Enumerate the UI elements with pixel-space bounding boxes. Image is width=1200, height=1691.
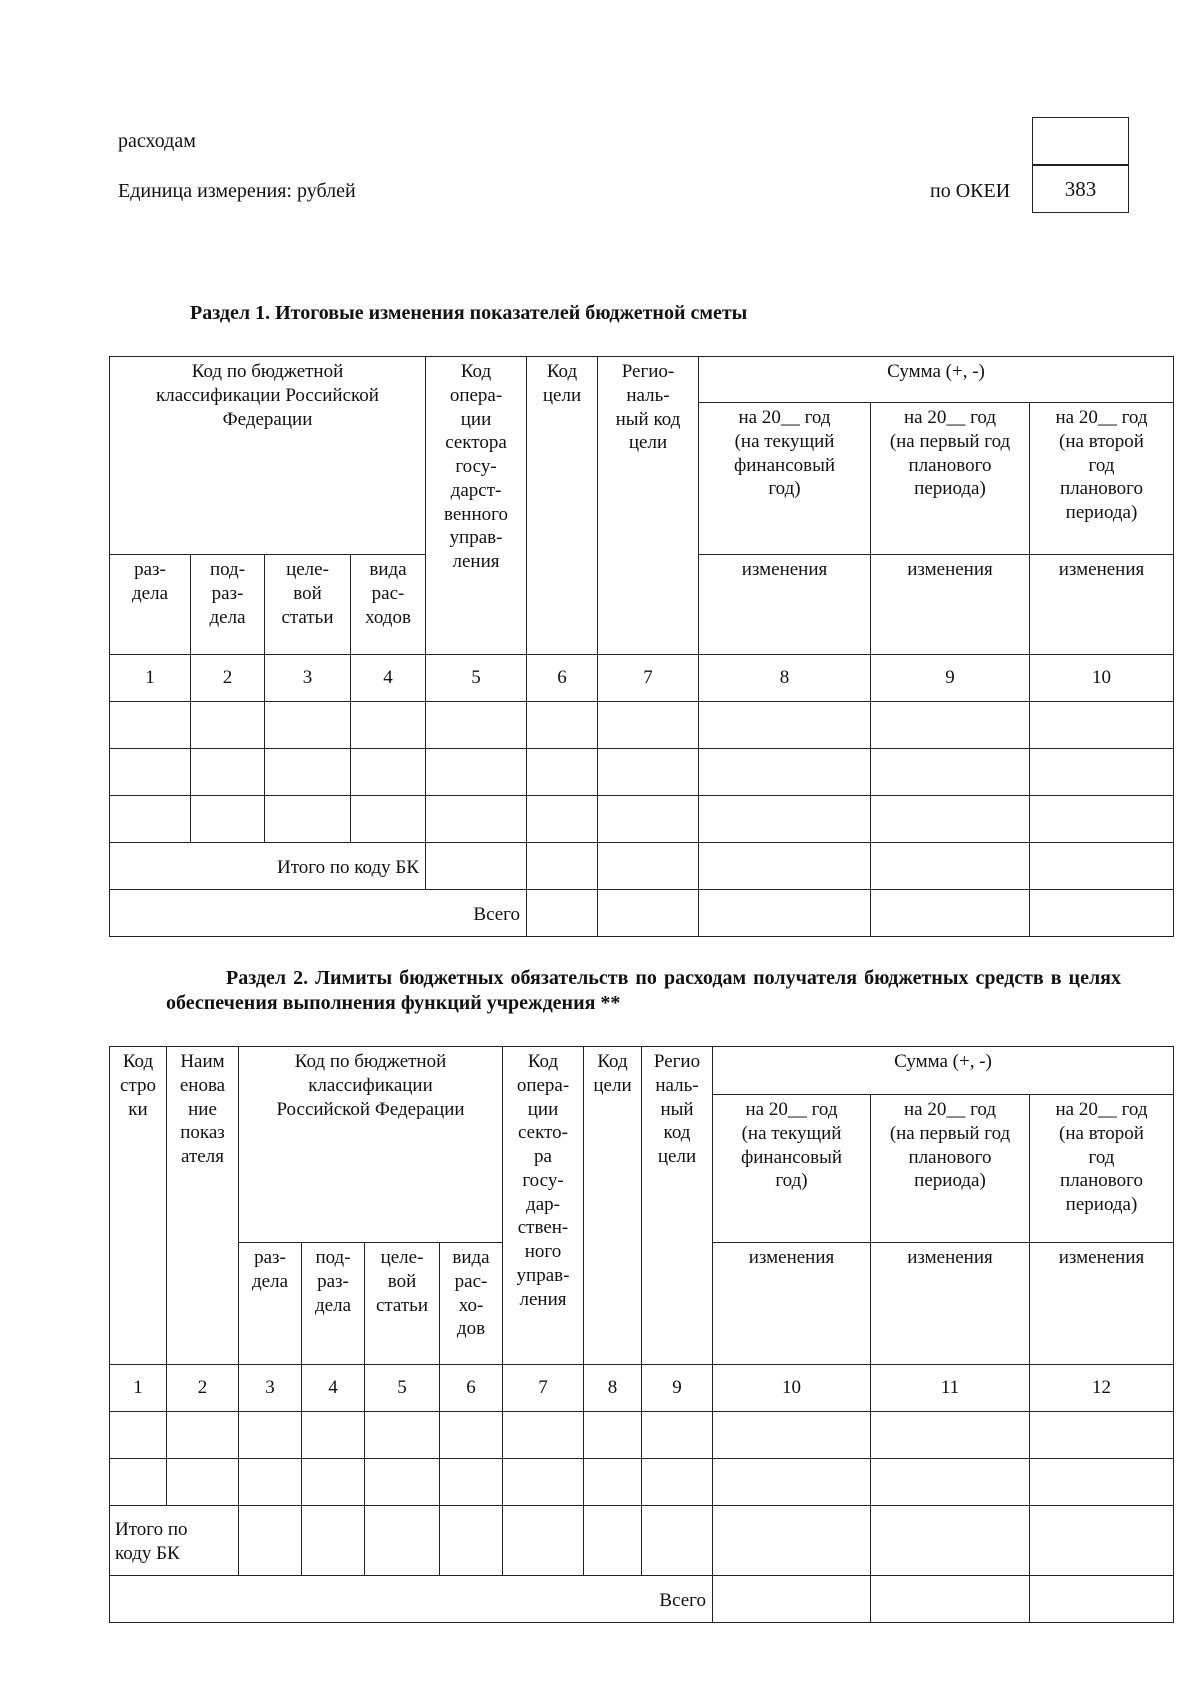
table-cell[interactable] xyxy=(699,702,871,749)
s2-total-bk-row xyxy=(110,1506,1174,1576)
table-row xyxy=(110,749,1174,796)
s2-head-regional: Регио наль- ный код цели xyxy=(642,1047,713,1365)
col-number: 1 xyxy=(110,655,191,702)
table-cell[interactable] xyxy=(699,796,871,843)
table-cell[interactable] xyxy=(110,796,191,843)
table-cell[interactable] xyxy=(365,1459,440,1506)
table-row xyxy=(110,1459,1174,1506)
s1-total-bk-row xyxy=(110,843,1174,890)
s1-head-change-1: изменения xyxy=(699,555,871,655)
col-number: 1 xyxy=(110,1365,167,1412)
col-number: 9 xyxy=(871,655,1030,702)
s2-head-kosgu: Код опера- ции секто- ра госу- дар- ствен- ного управ- ления xyxy=(503,1047,584,1365)
col-number: 9 xyxy=(642,1365,713,1412)
s2-head-goal: Код цели xyxy=(584,1047,642,1365)
table-cell[interactable] xyxy=(302,1506,365,1576)
s2-head-year3: на 20__ год (на второй год планового периода) xyxy=(1030,1095,1174,1243)
table-cell[interactable] xyxy=(1030,843,1174,890)
table-cell[interactable] xyxy=(365,1412,440,1459)
table-cell[interactable] xyxy=(598,749,699,796)
s2-head-change-1: изменения xyxy=(713,1243,871,1365)
table-cell[interactable] xyxy=(503,1459,584,1506)
table-cell[interactable] xyxy=(265,749,351,796)
section1-title: Раздел 1. Итоговые изменения показателей бюджетной сметы xyxy=(190,302,748,324)
table-cell[interactable] xyxy=(426,796,527,843)
col-number: 11 xyxy=(871,1365,1030,1412)
table-row xyxy=(110,796,1174,843)
s2-head-year2: на 20__ год (на первый год планового периода) xyxy=(871,1095,1030,1243)
table-cell[interactable] xyxy=(110,749,191,796)
s2-head-razdel: раз- дела xyxy=(239,1243,302,1365)
table-cell[interactable] xyxy=(871,1576,1030,1623)
s2-head-row-code: Код стро ки xyxy=(110,1047,167,1365)
s1-head-year1: на 20__ год (на текущий финансовый год) xyxy=(699,403,871,555)
table-cell[interactable] xyxy=(239,1412,302,1459)
col-number: 2 xyxy=(191,655,265,702)
table-cell[interactable] xyxy=(191,749,265,796)
unit-of-measure: Единица измерения: рублей xyxy=(118,180,356,202)
table-cell[interactable] xyxy=(191,702,265,749)
s1-head-stat: целе- вой статьи xyxy=(265,555,351,655)
table-cell[interactable] xyxy=(584,1412,642,1459)
table-cell[interactable] xyxy=(598,796,699,843)
table-cell[interactable] xyxy=(527,702,598,749)
table-cell[interactable] xyxy=(584,1459,642,1506)
s1-head-razdel: раз- дела xyxy=(110,555,191,655)
col-number: 8 xyxy=(584,1365,642,1412)
table-cell[interactable] xyxy=(265,702,351,749)
table-cell[interactable] xyxy=(1030,1576,1174,1623)
table-cell[interactable] xyxy=(584,1506,642,1576)
table-cell[interactable] xyxy=(699,843,871,890)
okei-label: по ОКЕИ xyxy=(930,180,1011,202)
table-cell[interactable] xyxy=(503,1412,584,1459)
table-cell[interactable] xyxy=(642,1459,713,1506)
table-cell[interactable] xyxy=(1030,702,1174,749)
table-cell[interactable] xyxy=(871,1506,1030,1576)
s1-head-vid: вида рас- ходов xyxy=(351,555,426,655)
s1-total-bk-label: Итого по коду БК xyxy=(110,843,426,890)
table-cell[interactable] xyxy=(351,796,426,843)
s2-head-vid: вида рас- хо- дов xyxy=(440,1243,503,1365)
table-cell[interactable] xyxy=(351,702,426,749)
table-cell[interactable] xyxy=(1030,1412,1174,1459)
table-cell[interactable] xyxy=(110,702,191,749)
col-number: 10 xyxy=(1030,655,1174,702)
table-cell[interactable] xyxy=(265,796,351,843)
col-number: 8 xyxy=(699,655,871,702)
table-cell[interactable] xyxy=(440,1459,503,1506)
table-cell[interactable] xyxy=(713,1459,871,1506)
table-cell[interactable] xyxy=(642,1412,713,1459)
table-cell[interactable] xyxy=(871,1459,1030,1506)
s2-total-row xyxy=(110,1576,1174,1623)
col-number: 12 xyxy=(1030,1365,1174,1412)
table-cell[interactable] xyxy=(713,1506,871,1576)
table-cell[interactable] xyxy=(351,749,426,796)
s1-total-row xyxy=(110,890,1174,937)
table-cell[interactable] xyxy=(871,843,1030,890)
col-number: 4 xyxy=(351,655,426,702)
table-cell[interactable] xyxy=(440,1412,503,1459)
s1-head-change-2: изменения xyxy=(871,555,1030,655)
s1-head-kosgu: Код опера- ции сектора госу- дарст- венного управ- ления xyxy=(426,357,527,655)
table-cell[interactable] xyxy=(426,702,527,749)
col-number: 6 xyxy=(527,655,598,702)
table-cell[interactable] xyxy=(302,1412,365,1459)
col-number: 7 xyxy=(598,655,699,702)
s2-head-sum: Сумма (+, -) xyxy=(713,1047,1174,1095)
table-cell[interactable] xyxy=(527,843,598,890)
table-cell[interactable] xyxy=(699,890,871,937)
section2-title: Раздел 2. Лимиты бюджетных обязательств по расходам получателя бюджетных средств в целях обеспечения выполнения функций учреждения ** xyxy=(166,967,1121,1014)
s2-total-label: Всего xyxy=(110,1576,713,1623)
s2-head-stat: целе- вой статьи xyxy=(365,1243,440,1365)
table-row xyxy=(110,1412,1174,1459)
s1-head-year2: на 20__ год (на первый год планового периода) xyxy=(871,403,1030,555)
s1-head-podrazdel: под- раз- дела xyxy=(191,555,265,655)
header-line: расходам xyxy=(118,130,196,152)
table-cell[interactable] xyxy=(426,749,527,796)
table-cell[interactable] xyxy=(871,702,1030,749)
table-cell[interactable] xyxy=(426,843,527,890)
table-cell[interactable] xyxy=(699,749,871,796)
s1-head-change-3: изменения xyxy=(1030,555,1174,655)
col-number: 7 xyxy=(503,1365,584,1412)
okei-code-box[interactable]: 383 xyxy=(1032,165,1129,213)
s1-head-sum: Сумма (+, -) xyxy=(699,357,1174,403)
col-number: 5 xyxy=(426,655,527,702)
col-number: 5 xyxy=(365,1365,440,1412)
table-cell[interactable] xyxy=(871,749,1030,796)
s2-head-indicator: Наим енова ние показ ателя xyxy=(167,1047,239,1365)
table-cell[interactable] xyxy=(713,1576,871,1623)
col-number: 4 xyxy=(302,1365,365,1412)
table-cell[interactable] xyxy=(365,1506,440,1576)
table-cell[interactable] xyxy=(527,796,598,843)
table-cell[interactable] xyxy=(871,890,1030,937)
table-cell[interactable] xyxy=(191,796,265,843)
table-cell[interactable] xyxy=(713,1412,871,1459)
table-cell[interactable] xyxy=(598,843,699,890)
s2-head-podrazdel: под- раз- дела xyxy=(302,1243,365,1365)
s1-head-kbk: Код по бюджетной классификации Российской Федерации xyxy=(110,357,426,555)
table-cell[interactable] xyxy=(871,1412,1030,1459)
col-number: 10 xyxy=(713,1365,871,1412)
s1-numbers-row xyxy=(110,655,1174,702)
table-cell[interactable] xyxy=(871,796,1030,843)
table-cell[interactable] xyxy=(1030,1459,1174,1506)
s2-head-change-2: изменения xyxy=(871,1243,1030,1365)
table-row xyxy=(110,702,1174,749)
table-cell[interactable] xyxy=(167,1459,239,1506)
table-cell[interactable] xyxy=(1030,796,1174,843)
table-cell[interactable] xyxy=(110,1412,167,1459)
table-cell[interactable] xyxy=(239,1506,302,1576)
table-cell[interactable] xyxy=(167,1412,239,1459)
s2-head-kbk: Код по бюджетной классификации Российской Федерации xyxy=(239,1047,503,1243)
table-cell[interactable] xyxy=(642,1506,713,1576)
col-number: 2 xyxy=(167,1365,239,1412)
table-cell[interactable] xyxy=(1030,890,1174,937)
table-cell[interactable] xyxy=(302,1459,365,1506)
table-cell[interactable] xyxy=(110,1459,167,1506)
s2-head-change-3: изменения xyxy=(1030,1243,1174,1365)
s1-total-label: Всего xyxy=(110,890,527,937)
table-cell[interactable] xyxy=(1030,749,1174,796)
s1-head-year3: на 20__ год (на второй год планового периода) xyxy=(1030,403,1174,555)
col-number: 6 xyxy=(440,1365,503,1412)
okei-empty-box[interactable] xyxy=(1032,117,1129,165)
s2-total-bk-label: Итого по коду БК xyxy=(110,1506,239,1576)
col-number: 3 xyxy=(239,1365,302,1412)
table-cell[interactable] xyxy=(239,1459,302,1506)
section2-table xyxy=(109,1046,1174,1623)
table-cell[interactable] xyxy=(527,890,598,937)
table-cell[interactable] xyxy=(503,1506,584,1576)
s2-head-year1: на 20__ год (на текущий финансовый год) xyxy=(713,1095,871,1243)
table-cell[interactable] xyxy=(527,749,598,796)
section1-table xyxy=(109,356,1174,937)
col-number: 3 xyxy=(265,655,351,702)
table-cell[interactable] xyxy=(598,702,699,749)
s1-head-regional: Регио- наль- ный код цели xyxy=(598,357,699,655)
s1-head-goal: Код цели xyxy=(527,357,598,655)
table-cell[interactable] xyxy=(440,1506,503,1576)
table-cell[interactable] xyxy=(598,890,699,937)
table-cell[interactable] xyxy=(1030,1506,1174,1576)
s2-numbers-row xyxy=(110,1365,1174,1412)
